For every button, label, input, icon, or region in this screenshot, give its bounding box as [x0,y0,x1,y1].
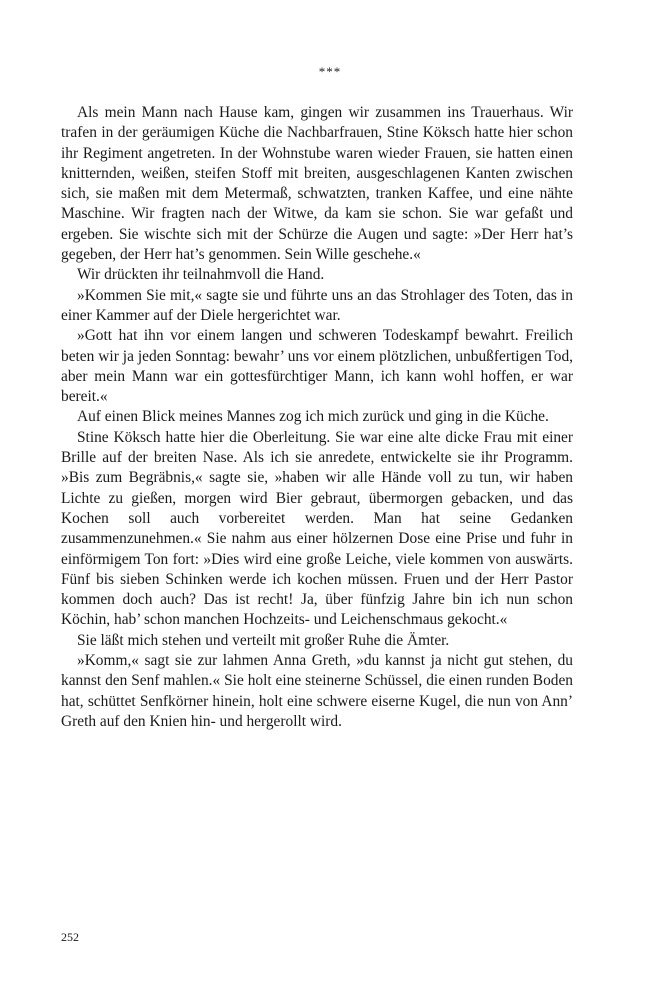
paragraph: Auf einen Blick meines Mannes zog ich mich zurück und ging in die Küche. [77,408,549,426]
paragraph: Sie läßt mich stehen und verteilt mit großer Ruhe die Ämter. [77,631,450,649]
body-text [61,103,573,732]
section-separator: *** [318,64,342,79]
paragraph: »Komm,« sagt sie zur lahmen Anna Greth, »du kannst ja nicht gut stehen, du kannst den Senf mahlen.« Sie holt eine steinerne Schüssel, die einen runden Boden hat, schüttet Senfkörner hinein, holt eine schwere eiserne Kugel, die nun von Ann’ Greth auf den Knien hin- und hergerollt wird. [61,652,573,730]
paragraph: »Kommen Sie mit,« sagte sie und führte uns an das Strohlager des Toten, das in einer Kammer auf der Diele hergerichtet war. [61,286,573,324]
paragraph: Wir drückten ihr teilnahmvoll die Hand. [77,266,325,284]
paragraph: Als mein Mann nach Hause kam, gingen wir zusammen ins Trauerhaus. Wir trafen in der geräumigen Küche die Nachbarfrauen, Stine Köksch hatte hier schon ihr Regiment angetreten. In der Wohnstube waren wieder Frauen, sie hatten einen knitternden, weißen, steifen Stoff mit breiten, ausgeschlagenen Kanten zwischen sich, sie maßen mit dem Metermaß, schwatzten, tranken Kaffee, und eine nähte Maschine. Wir fragten nach der Witwe, da kam sie schon. Sie war gefaßt und ergeben. Sie wischte sich mit der Schürze die Augen und sagte: »Der Herr hat’s gegeben, der Herr hat’s genommen. Sein Wille geschehe.« [61,104,573,264]
paragraph: »Gott hat ihn vor einem langen und schweren Todeskampf bewahrt. Freilich beten wir ja jeden Sonntag: bewahr’ uns vor einem plötzlichen, unbußfertigen Tod, aber mein Mann war ein gottesfürchtiger Mann, ich kann wohl hoffen, er war bereit.« [61,327,573,406]
page-number: 252 [61,930,79,944]
paragraph: Stine Köksch hatte hier die Oberleitung. Sie war eine alte dicke Frau mit einer Brille auf der breiten Nase. Als ich sie anredete, entwickelte sie ihr Programm. »Bis zum Begräbnis,« sagte sie, »haben wir alle Hände voll zu tun, wir haben Lichte zu gießen, morgen wird Bier gebraut, übermorgen gebacken, und das Kochen soll auch vorbereitet werden. Man hat seine Gedanken zusammenzunehmen.« Sie nahm aus einer hölzernen Dose eine Prise und fuhr in einförmigem Ton fort: »Dies wird eine große Leiche, viele kommen von auswärts. Fünf bis sieben Schinken werde ich kochen müssen. Fruen und der Herr Pastor kommen doch auch? Das ist recht! Ja, über fünfzig Jahre bin ich nun schon Köchin, hab’ schon manchen Hochzeits- und Leichenschmaus gekocht.« [61,428,573,629]
